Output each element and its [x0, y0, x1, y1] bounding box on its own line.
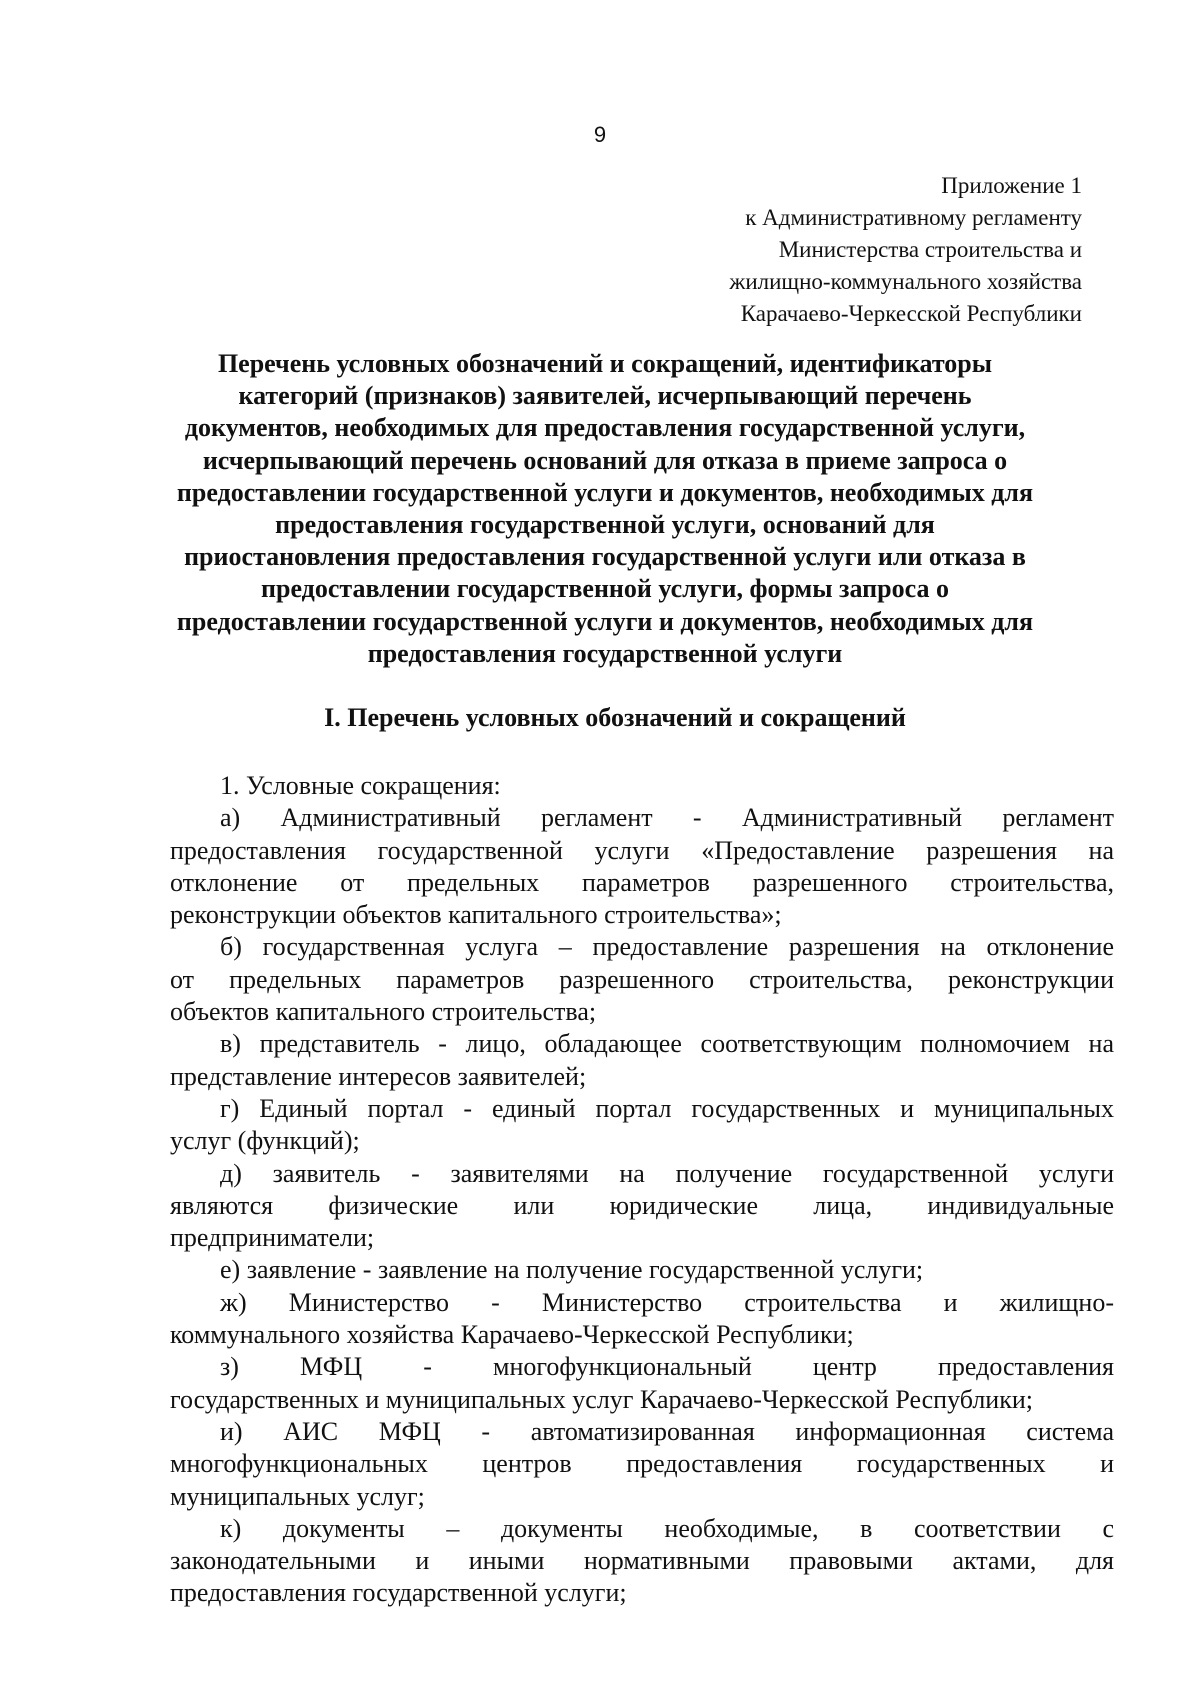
title-line: категорий (признаков) заявителей, исчерпывающий перечень: [238, 381, 972, 411]
body-line: к) документы – документы необходимые, в соответствии с: [220, 1513, 1114, 1543]
body-line: объектов капитального строительства;: [170, 997, 597, 1027]
body-line: являются физические или юридические лица, индивидуальные: [170, 1190, 1114, 1220]
title-line: предоставлении государственной услуги и документов, необходимых для: [176, 606, 1034, 636]
body-line: е) заявление - заявление на получение государственной услуги;: [220, 1255, 924, 1285]
body-line: предоставления государственной услуги;: [170, 1578, 627, 1608]
body-line: муниципальных услуг;: [170, 1481, 425, 1511]
body-line: многофункциональных центров предоставления государственных и: [170, 1449, 1114, 1479]
title-line: предоставления государственной услуги, оснований для: [275, 510, 935, 540]
body-line: и) АИС МФЦ - автоматизированная информационная система: [220, 1416, 1114, 1446]
body-line: отклонение от предельных параметров разрешенного строительства,: [170, 867, 1114, 897]
title-line: предоставлении государственной услуги и документов, необходимых для: [176, 477, 1034, 507]
appendix-line: жилищно-коммунального хозяйства: [729, 269, 1082, 294]
appendix-line: Министерства строительства и: [778, 237, 1082, 262]
page-number: 9: [593, 122, 607, 147]
body-line: ж) Министерство - Министерство строительства и жилищно-: [220, 1287, 1114, 1317]
body-line: коммунального хозяйства Карачаево-Черкесской Республики;: [170, 1320, 854, 1350]
document-body: [170, 770, 1114, 1610]
title-line: предоставления государственной услуги: [367, 638, 843, 668]
body-line: представление интересов заявителей;: [170, 1061, 587, 1091]
body-line: д) заявитель - заявителями на получение государственной услуги: [220, 1158, 1114, 1188]
appendix-line: к Административному регламенту: [745, 205, 1082, 230]
title-line: документов, необходимых для предоставления государственной услуги,: [184, 413, 1026, 443]
body-line: государственных и муниципальных услуг Карачаево-Черкесской Республики;: [170, 1384, 1033, 1414]
body-line: законодательными и иными нормативными правовыми актами, для: [170, 1546, 1114, 1576]
body-line: от предельных параметров разрешенного строительства, реконструкции: [170, 964, 1114, 994]
document-title: [120, 348, 1090, 670]
title-line: исчерпывающий перечень оснований для отказа в приеме запроса о: [202, 445, 1008, 475]
body-line: в) представитель - лицо, обладающее соответствующим полномочием на: [220, 1029, 1114, 1059]
body-line: предприниматели;: [170, 1223, 375, 1253]
appendix-line: Карачаево-Черкесской Республики: [740, 301, 1082, 326]
body-line: з) МФЦ - многофункциональный центр предоставления: [220, 1352, 1114, 1382]
appendix-line: Приложение 1: [941, 173, 1082, 198]
title-line: предоставлении государственной услуги, формы запроса о: [261, 574, 949, 604]
body-line: услуг (функций);: [170, 1126, 360, 1156]
appendix-note: [482, 170, 1082, 330]
body-line: предоставления государственной услуги «Предоставление разрешения на: [170, 835, 1114, 865]
body-line: 1. Условные сокращения:: [220, 771, 501, 800]
body-line: а) Административный регламент - Административный регламент: [220, 803, 1114, 833]
title-line: Перечень условных обозначений и сокращений, идентификаторы: [217, 349, 993, 378]
title-line: приостановления предоставления государственной услуги или отказа в: [184, 542, 1026, 572]
body-line: б) государственная услуга – предоставление разрешения на отклонение: [220, 932, 1114, 962]
body-line: реконструкции объектов капитального строительства»;: [170, 900, 782, 930]
section-heading: I. Перечень условных обозначений и сокращений: [324, 703, 906, 732]
body-line: г) Единый портал - единый портал государственных и муниципальных: [220, 1093, 1114, 1123]
